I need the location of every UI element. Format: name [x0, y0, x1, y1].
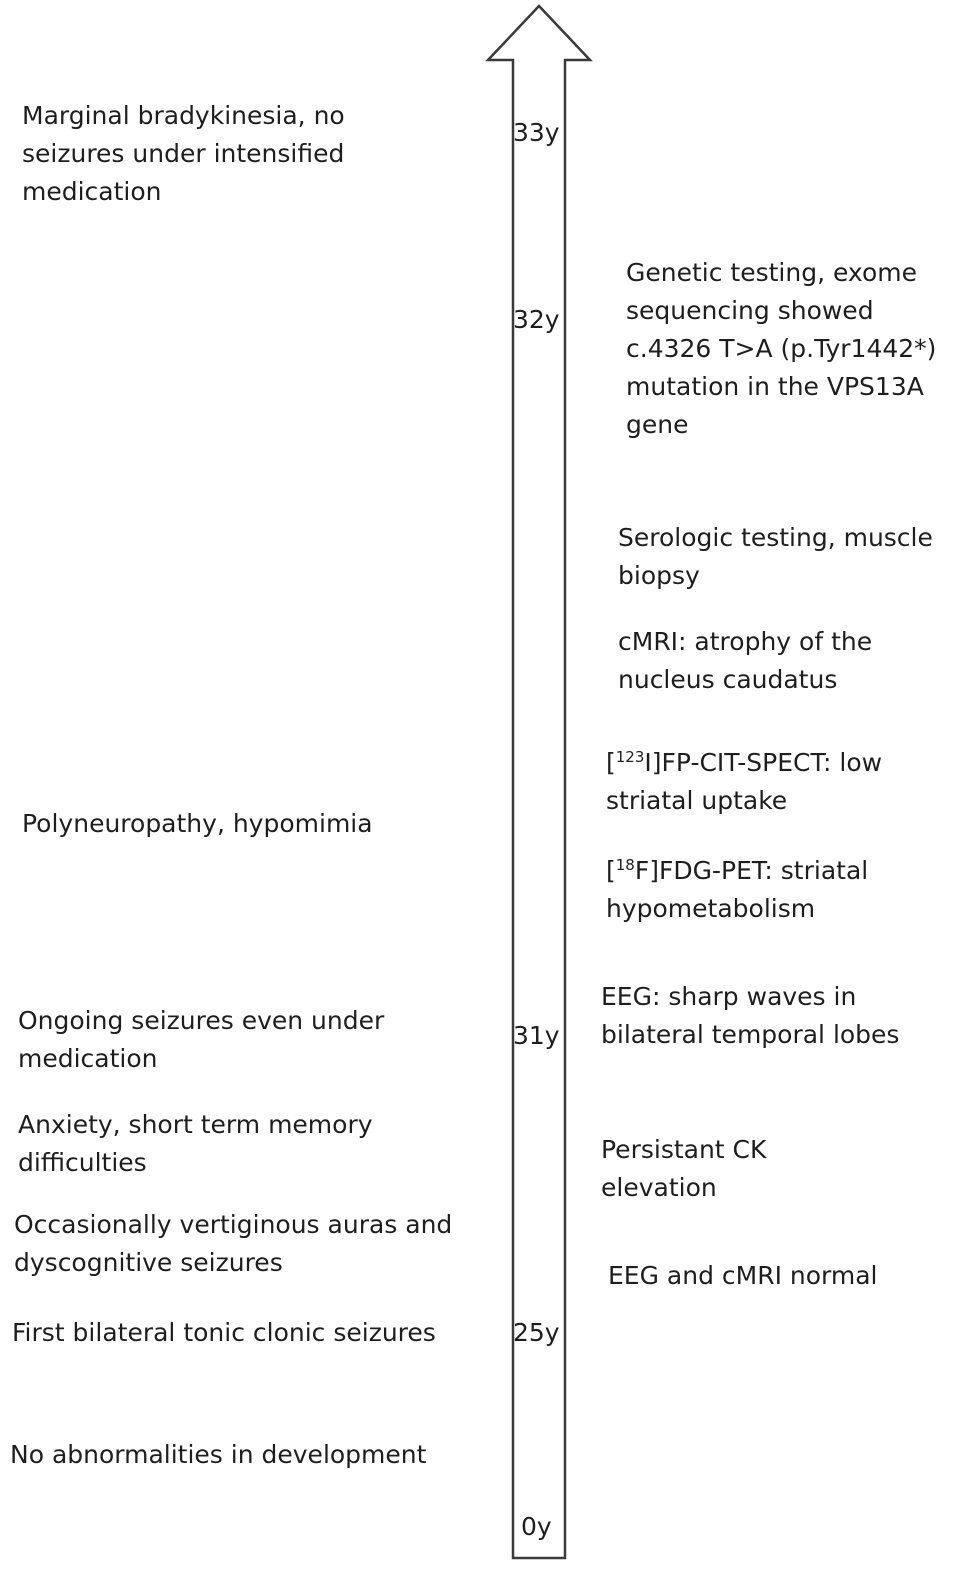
isotope-superscript-18: 18 [615, 856, 635, 874]
age-label-32y: 32y [513, 305, 560, 334]
age-label-31y: 31y [513, 1021, 560, 1050]
note-eeg-sharp-waves: EEG: sharp waves in bilateral temporal lobes [601, 982, 900, 1049]
age-label-25y: 25y [513, 1318, 560, 1347]
note-fp-cit-spect: [$^{123}$I]FP-CIT-SPECT: low striatal uptake [606, 748, 883, 815]
note-eeg-cmri-normal: EEG and cMRI normal [608, 1261, 878, 1290]
note-anxiety: Anxiety, short term memory difficulties [18, 1110, 373, 1177]
isotope-superscript-123: 123 [615, 748, 645, 766]
note-marginal-bradykinesia: Marginal bradykinesia, no seizures under intensified medication [22, 101, 345, 206]
note-ck-elevation: Persistant CK elevation [601, 1135, 767, 1202]
note-fdg-pet: [$^{18}$F]FDG-PET: striatal hypometabolism [606, 856, 869, 923]
note-serologic-testing: Serologic testing, muscle biopsy [618, 523, 933, 590]
age-label-0y: 0y [521, 1512, 552, 1541]
note-vertiginous-auras: Occasionally vertiginous auras and dyscognitive seizures [14, 1210, 453, 1277]
note-first-seizures: First bilateral tonic clonic seizures [12, 1318, 436, 1347]
note-cmri-atrophy: cMRI: atrophy of the nucleus caudatus [618, 627, 873, 694]
note-ongoing-seizures: Ongoing seizures even under medication [18, 1006, 385, 1073]
note-no-abnormalities: No abnormalities in development [10, 1440, 427, 1469]
note-genetic-testing: Genetic testing, exome sequencing showed c.4326 T>A (p.Tyr1442*) mutation in the VPS13A gene [626, 258, 937, 439]
note-polyneuropathy: Polyneuropathy, hypomimia [22, 809, 373, 838]
age-label-33y: 33y [513, 118, 560, 147]
